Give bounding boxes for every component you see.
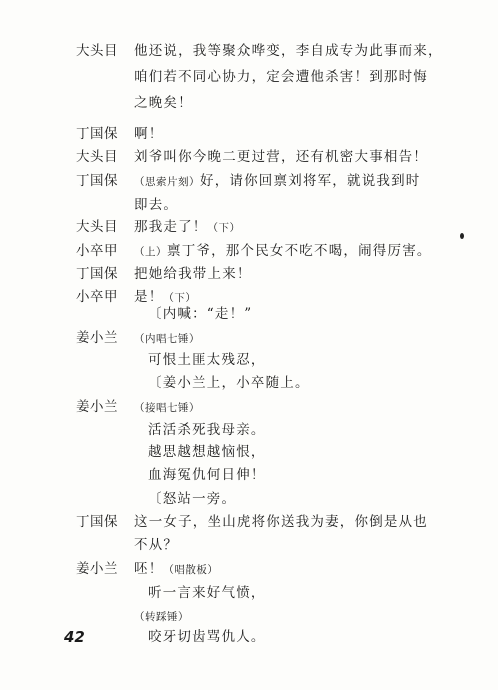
- speaker-name: 大头目: [76, 149, 118, 165]
- dialogue-line: [0, 605, 498, 627]
- dialogue-text: 是！（下）: [134, 289, 197, 305]
- dialogue-line: [0, 194, 498, 216]
- dialogue-text: 〔姜小兰上，小卒随上。: [148, 375, 310, 391]
- dialogue-text: 呸！（唱散板）: [134, 561, 219, 577]
- page-number: 42: [64, 628, 85, 646]
- dialogue-line: [0, 441, 498, 463]
- dialogue-line: [0, 146, 498, 168]
- dialogue-text: 之晚矣！: [134, 95, 193, 111]
- dialogue-line: [0, 511, 498, 533]
- dialogue-text: 听一言来好气愤，: [148, 585, 266, 601]
- dialogue-text: （内唱七锤）: [134, 333, 200, 345]
- dialogue-line: [0, 66, 498, 88]
- speaker-name: 丁国保: [76, 514, 118, 530]
- speaker-name: 姜小兰: [76, 399, 118, 415]
- ink-speck: [460, 233, 464, 239]
- speaker-name: 姜小兰: [76, 561, 118, 577]
- dialogue-line: [0, 92, 498, 114]
- dialogue-text: 啊！: [134, 126, 164, 142]
- dialogue-line: [0, 327, 498, 349]
- dialogue-line: [0, 372, 498, 394]
- dialogue-text: 即去。: [134, 197, 179, 213]
- dialogue-line: [0, 123, 498, 145]
- dialogue-text: （转踩锤）: [134, 611, 189, 623]
- dialogue-text: 把她给我带上来！: [134, 266, 252, 282]
- dialogue-text: （思索片刻）好，请你回禀刘将军，就说我到时: [134, 173, 421, 189]
- speaker-name: 姜小兰: [76, 330, 118, 346]
- speaker-name: 大头目: [76, 219, 118, 235]
- dialogue-text: 〔怒站一旁。: [148, 491, 237, 507]
- dialogue-line: [0, 349, 498, 371]
- dialogue-line: [0, 534, 498, 556]
- speaker-name: 大头目: [76, 43, 118, 59]
- dialogue-text: 咱们若不同心协力，定会遭他杀害！到那时悔: [134, 69, 428, 85]
- speaker-name: 丁国保: [76, 126, 118, 142]
- dialogue-line: [0, 558, 498, 580]
- dialogue-text: 他还说，我等聚众哗变，李自成专为此事而来，: [134, 43, 443, 59]
- dialogue-text: 这一女子，坐山虎将你送我为妻，你倒是从也: [134, 514, 428, 530]
- dialogue-line: [0, 464, 498, 486]
- dialogue-text: 活活杀死我母亲。: [148, 422, 266, 438]
- dialogue-line: [0, 240, 498, 262]
- speaker-name: 小卒甲: [76, 289, 118, 305]
- dialogue-line: [0, 582, 498, 604]
- speaker-name: 小卒甲: [76, 243, 118, 259]
- dialogue-line: [0, 216, 498, 238]
- dialogue-text: 越思越想越恼恨，: [148, 444, 266, 460]
- dialogue-line: [0, 40, 498, 62]
- dialogue-text: 〔内喊：“走！”: [148, 306, 253, 322]
- dialogue-text: 咬牙切齿骂仇人。: [148, 629, 266, 645]
- dialogue-text: 血海冤仇何日伸！: [148, 467, 266, 483]
- speaker-name: 丁国保: [76, 173, 118, 189]
- dialogue-line: [0, 419, 498, 441]
- dialogue-line: [0, 396, 498, 418]
- dialogue-text: （上）禀丁爷，那个民女不吃不喝，闹得厉害。: [134, 243, 432, 259]
- dialogue-text: （接唱七锤）: [134, 402, 200, 414]
- dialogue-text: 不从？: [134, 537, 179, 553]
- dialogue-text: 可恨土匪太残忍，: [148, 352, 266, 368]
- dialogue-line: [0, 170, 498, 192]
- dialogue-text: 那我走了！（下）: [134, 219, 241, 235]
- dialogue-line: [0, 263, 498, 285]
- dialogue-line: [0, 488, 498, 510]
- dialogue-line: [0, 303, 498, 325]
- speaker-name: 丁国保: [76, 266, 118, 282]
- dialogue-text: 刘爷叫你今晚二更过营，还有机密大事相告！: [134, 149, 428, 165]
